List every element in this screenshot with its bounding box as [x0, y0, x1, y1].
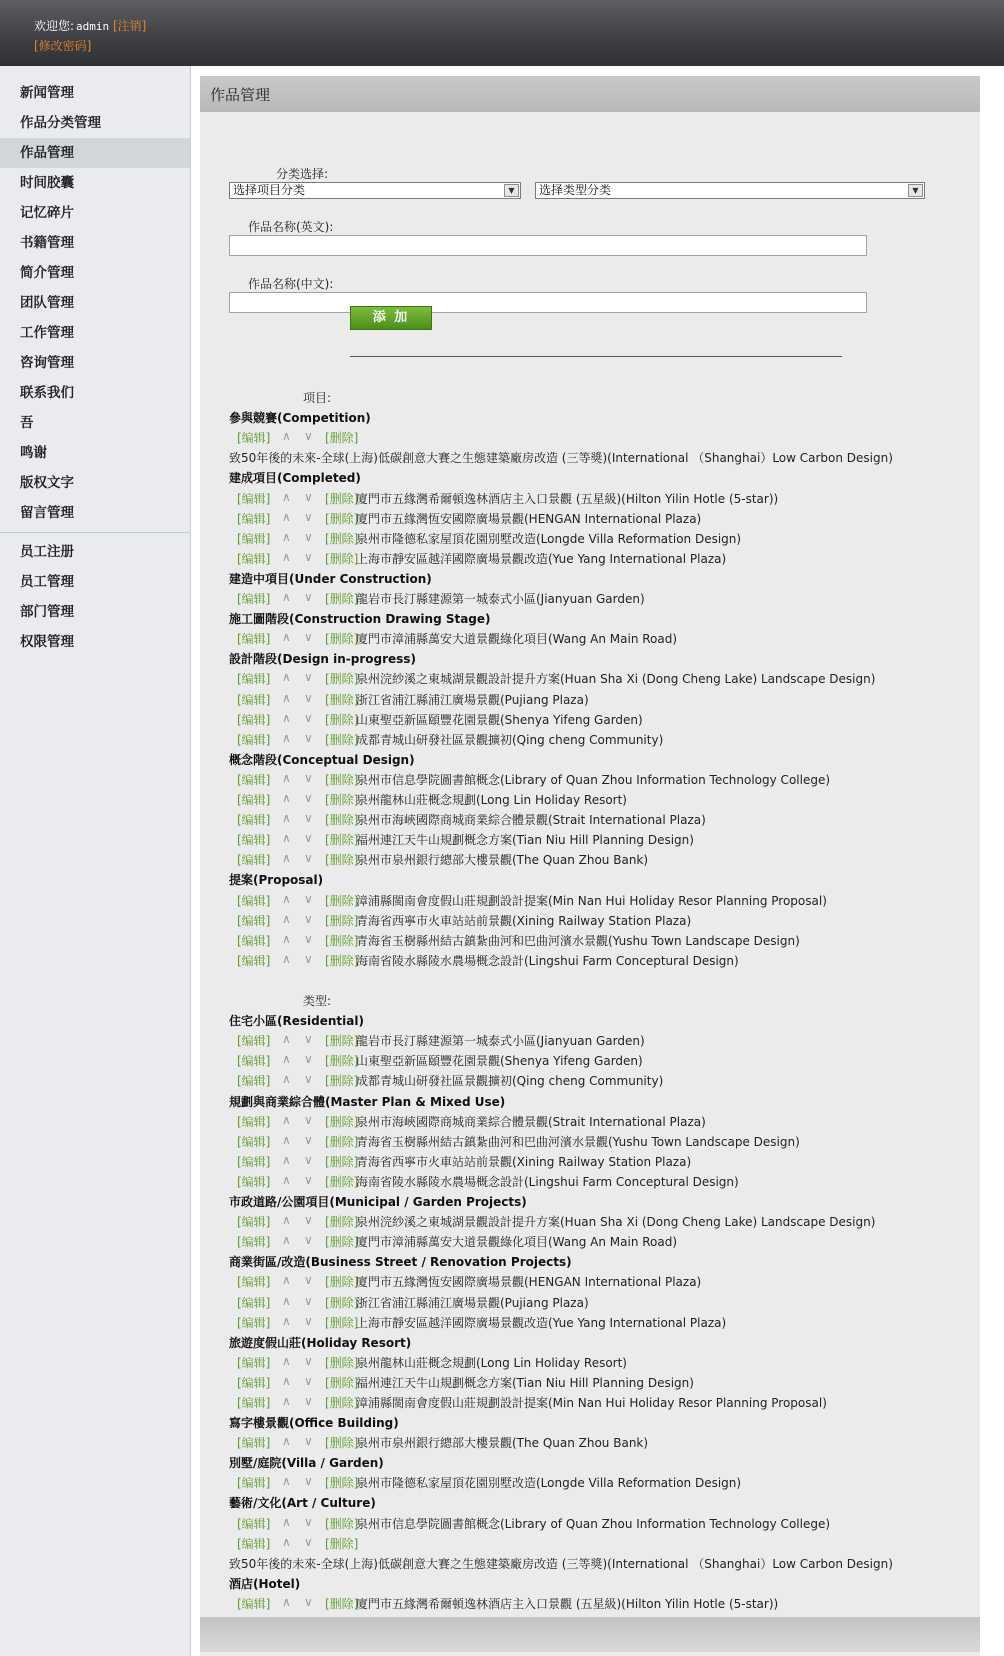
- sidebar-item[interactable]: 吾: [20, 415, 34, 431]
- edit-link[interactable]: [编辑]: [237, 1517, 271, 1531]
- move-down-icon[interactable]: ∨: [304, 1273, 313, 1287]
- item-title: 廈門市五緣灣希爾頓逸林酒店主入口景觀 (五星級)(Hilton Yilin Hotle (5-star)): [356, 492, 779, 506]
- top-header: [0, 0, 1004, 66]
- move-down-icon[interactable]: ∨: [304, 1515, 313, 1529]
- sidebar-item[interactable]: 作品分类管理: [20, 115, 101, 131]
- move-up-icon[interactable]: ∧: [282, 1535, 291, 1549]
- item-title: 青海省西寧市火車站站前景觀(Xining Railway Station Plaza): [356, 1155, 692, 1169]
- edit-link[interactable]: [编辑]: [237, 1396, 271, 1410]
- move-up-icon[interactable]: ∧: [282, 490, 291, 504]
- item-title: 青海省西寧市火車站站前景觀(Xining Railway Station Plaza): [356, 914, 692, 928]
- move-down-icon[interactable]: ∨: [304, 670, 313, 684]
- delete-link[interactable]: [删除]: [325, 793, 359, 807]
- loose-item-text: 致50年後的未來-全球(上海)低碳創意大賽之生態建築廠房改造 (三等獎)(International （Shanghai）Low Carbon Design): [229, 451, 893, 465]
- delete-link[interactable]: [删除]: [325, 1275, 359, 1289]
- move-up-icon[interactable]: ∧: [282, 1515, 291, 1529]
- types-label: 类型:: [303, 994, 332, 1008]
- move-down-icon[interactable]: ∨: [304, 731, 313, 745]
- delete-link[interactable]: [删除]: [325, 1476, 359, 1490]
- move-down-icon[interactable]: ∨: [304, 490, 313, 504]
- edit-link[interactable]: [编辑]: [237, 1034, 271, 1048]
- move-up-icon[interactable]: ∧: [282, 851, 291, 865]
- move-up-icon[interactable]: ∧: [282, 831, 291, 845]
- edit-link[interactable]: [编辑]: [237, 1275, 271, 1289]
- item-title: 成都青城山研發社區景觀擴初(Qing cheng Community): [356, 1074, 664, 1088]
- sidebar-item[interactable]: 团队管理: [20, 295, 74, 311]
- move-down-icon[interactable]: ∨: [304, 1474, 313, 1488]
- panel-footer: [200, 1617, 980, 1652]
- sidebar-item[interactable]: 书籍管理: [20, 235, 74, 251]
- move-down-icon[interactable]: ∨: [304, 1595, 313, 1609]
- move-up-icon[interactable]: ∧: [282, 932, 291, 946]
- edit-link[interactable]: [编辑]: [237, 1235, 271, 1249]
- delete-link[interactable]: [删除]: [325, 592, 359, 606]
- change-password-link[interactable]: [修改密码]: [34, 39, 92, 53]
- move-down-icon[interactable]: ∨: [304, 1314, 313, 1328]
- move-down-icon[interactable]: ∨: [304, 691, 313, 705]
- move-up-icon[interactable]: ∧: [282, 952, 291, 966]
- edit-link[interactable]: [编辑]: [237, 431, 271, 445]
- sidebar-item[interactable]: 作品管理: [0, 138, 190, 168]
- item-title: 成都青城山研發社區景觀擴初(Qing cheng Community): [356, 733, 664, 747]
- move-up-icon[interactable]: ∧: [282, 1314, 291, 1328]
- delete-link[interactable]: [删除]: [325, 431, 359, 445]
- edit-link[interactable]: [编辑]: [237, 1476, 271, 1490]
- chevron-down-icon: ▼: [908, 184, 923, 197]
- sidebar-item[interactable]: 工作管理: [20, 325, 74, 341]
- item-title: 龍岩市長汀縣建源第一城泰式小區(Jianyuan Garden): [356, 1034, 645, 1048]
- sidebar-menu-content: [0, 66, 190, 528]
- item-title: 泉州市隆德私家屋頂花園別墅改造(Longde Villa Reformation Design): [356, 532, 742, 546]
- delete-link[interactable]: [删除]: [325, 672, 359, 686]
- delete-link[interactable]: [删除]: [325, 1074, 359, 1088]
- delete-link[interactable]: [删除]: [325, 713, 359, 727]
- edit-link[interactable]: [编辑]: [237, 934, 271, 948]
- move-down-icon[interactable]: ∨: [304, 1133, 313, 1147]
- sidebar-item[interactable]: 联系我们: [20, 385, 74, 401]
- move-up-icon[interactable]: ∧: [282, 550, 291, 564]
- move-up-icon[interactable]: ∧: [282, 1595, 291, 1609]
- category-heading: 提案(Proposal): [229, 873, 324, 887]
- category-heading: 商業街區/改造(Business Street / Renovation Projects): [229, 1255, 572, 1269]
- edit-link[interactable]: [编辑]: [237, 894, 271, 908]
- edit-link[interactable]: [编辑]: [237, 853, 271, 867]
- item-title: 浙江省浦江縣浦江廣場景觀(Pujiang Plaza): [356, 693, 589, 707]
- edit-link[interactable]: [编辑]: [237, 773, 271, 787]
- move-down-icon[interactable]: ∨: [304, 1032, 313, 1046]
- item-title: 廈門市漳浦縣萬安大道景觀綠化項目(Wang An Main Road): [356, 1235, 678, 1249]
- edit-link[interactable]: [编辑]: [237, 1537, 271, 1551]
- sidebar-item[interactable]: 时间胶囊: [20, 175, 74, 191]
- edit-link[interactable]: [编辑]: [237, 672, 271, 686]
- move-up-icon[interactable]: ∧: [282, 1474, 291, 1488]
- move-down-icon[interactable]: ∨: [304, 912, 313, 926]
- sidebar-item[interactable]: 员工管理: [20, 574, 74, 590]
- delete-link[interactable]: [删除]: [325, 1356, 359, 1370]
- category-heading: 設計階段(Design in-progress): [229, 652, 416, 666]
- delete-link[interactable]: [删除]: [325, 1537, 359, 1551]
- delete-link[interactable]: [删除]: [325, 693, 359, 707]
- item-title: 廈門市五緣灣希爾頓逸林酒店主入口景觀 (五星級)(Hilton Yilin Hotle (5-star)): [356, 1597, 779, 1611]
- sidebar-item[interactable]: 权限管理: [20, 634, 74, 650]
- name-en-label: 作品名称(英文):: [248, 220, 334, 234]
- move-down-icon[interactable]: ∨: [304, 892, 313, 906]
- move-up-icon[interactable]: ∧: [282, 1233, 291, 1247]
- sidebar-item[interactable]: 咨询管理: [20, 355, 74, 371]
- move-down-icon[interactable]: ∨: [304, 1394, 313, 1408]
- panel-body: [200, 112, 980, 1621]
- move-down-icon[interactable]: ∨: [304, 1434, 313, 1448]
- edit-link[interactable]: [编辑]: [237, 1175, 271, 1189]
- move-up-icon[interactable]: ∧: [282, 1294, 291, 1308]
- item-title: 泉州市隆德私家屋頂花園別墅改造(Longde Villa Reformation Design): [356, 1476, 742, 1490]
- sidebar-item[interactable]: 新闻管理: [20, 85, 74, 101]
- sidebar-item[interactable]: 员工注册: [20, 544, 74, 560]
- delete-link[interactable]: [删除]: [325, 512, 359, 526]
- edit-link[interactable]: [编辑]: [237, 954, 271, 968]
- type-category-select[interactable]: [535, 182, 925, 199]
- edit-link[interactable]: [编辑]: [237, 1115, 271, 1129]
- move-up-icon[interactable]: ∧: [282, 1153, 291, 1167]
- move-up-icon[interactable]: ∧: [282, 731, 291, 745]
- category-heading: 參與競賽(Competition): [229, 411, 371, 425]
- move-up-icon[interactable]: ∧: [282, 1113, 291, 1127]
- category-heading: 酒店(Hotel): [229, 1577, 301, 1591]
- move-up-icon[interactable]: ∧: [282, 1213, 291, 1227]
- move-up-icon[interactable]: ∧: [282, 1032, 291, 1046]
- item-title: 泉州浣紗溪之東城湖景觀設計提升方案(Huan Sha Xi (Dong Cheng Lake) Landscape Design): [356, 1215, 876, 1229]
- project-category-value: 选择项目分类: [233, 183, 306, 197]
- delete-link[interactable]: [删除]: [325, 1517, 359, 1531]
- move-up-icon[interactable]: ∧: [282, 429, 291, 443]
- move-up-icon[interactable]: ∧: [282, 1354, 291, 1368]
- delete-link[interactable]: [删除]: [325, 1175, 359, 1189]
- category-heading: 規劃與商業綜合體(Master Plan & Mixed Use): [229, 1095, 506, 1109]
- edit-link[interactable]: [编辑]: [237, 693, 271, 707]
- move-down-icon[interactable]: ∨: [304, 1294, 313, 1308]
- category-select-label: 分类选择:: [276, 167, 329, 181]
- move-up-icon[interactable]: ∧: [282, 1273, 291, 1287]
- category-heading: 建造中項目(Under Construction): [229, 572, 432, 586]
- item-title: 上海市靜安區越洋國際廣場景觀改造(Yue Yang International Plaza): [356, 552, 727, 566]
- item-title: 廈門市漳浦縣萬安大道景觀綠化項目(Wang An Main Road): [356, 632, 678, 646]
- move-up-icon[interactable]: ∧: [282, 670, 291, 684]
- name-en-input[interactable]: [229, 235, 867, 256]
- sidebar-item[interactable]: 记忆碎片: [20, 205, 74, 221]
- move-down-icon[interactable]: ∨: [304, 1153, 313, 1167]
- category-heading: 建成項目(Completed): [229, 471, 361, 485]
- move-down-icon[interactable]: ∨: [304, 1354, 313, 1368]
- edit-link[interactable]: [编辑]: [237, 1316, 271, 1330]
- name-cn-input[interactable]: [229, 292, 867, 313]
- item-title: 泉州市海峽國際商城商業綜合體景觀(Strait International Plaza): [356, 813, 706, 827]
- delete-link[interactable]: [删除]: [325, 1316, 359, 1330]
- move-down-icon[interactable]: ∨: [304, 811, 313, 825]
- edit-link[interactable]: [编辑]: [237, 1597, 271, 1611]
- delete-link[interactable]: [删除]: [325, 833, 359, 847]
- move-up-icon[interactable]: ∧: [282, 1072, 291, 1086]
- edit-link[interactable]: [编辑]: [237, 1356, 271, 1370]
- type-category-value: 选择类型分类: [539, 183, 612, 197]
- move-up-icon[interactable]: ∧: [282, 590, 291, 604]
- sidebar: [0, 66, 191, 1656]
- current-user: admin: [76, 20, 110, 33]
- move-down-icon[interactable]: ∨: [304, 590, 313, 604]
- category-heading: 施工圖階段(Construction Drawing Stage): [229, 612, 491, 626]
- item-title: 海南省陵水縣陵水農場概念設計(Lingshui Farm Conceptural Design): [356, 954, 739, 968]
- add-button[interactable]: 添 加: [350, 306, 432, 330]
- delete-link[interactable]: [删除]: [325, 552, 359, 566]
- delete-link[interactable]: [删除]: [325, 773, 359, 787]
- edit-link[interactable]: [编辑]: [237, 1376, 271, 1390]
- delete-link[interactable]: [删除]: [325, 532, 359, 546]
- item-title: 泉州市泉州銀行總部大樓景觀(The Quan Zhou Bank): [356, 1436, 649, 1450]
- chevron-down-icon: ▼: [504, 184, 519, 197]
- move-down-icon[interactable]: ∨: [304, 711, 313, 725]
- item-title: 泉州市泉州銀行總部大樓景觀(The Quan Zhou Bank): [356, 853, 649, 867]
- item-title: 青海省玉樹縣州結古鎮紮曲河和巴曲河濱水景觀(Yushu Town Landscape Design): [356, 934, 800, 948]
- move-up-icon[interactable]: ∧: [282, 630, 291, 644]
- edit-link[interactable]: [编辑]: [237, 833, 271, 847]
- move-up-icon[interactable]: ∧: [282, 510, 291, 524]
- delete-link[interactable]: [删除]: [325, 1436, 359, 1450]
- sidebar-item[interactable]: 部门管理: [20, 604, 74, 620]
- delete-link[interactable]: [删除]: [325, 1376, 359, 1390]
- edit-link[interactable]: [编辑]: [237, 1215, 271, 1229]
- delete-link[interactable]: [删除]: [325, 1597, 359, 1611]
- delete-link[interactable]: [删除]: [325, 853, 359, 867]
- move-up-icon[interactable]: ∧: [282, 912, 291, 926]
- panel-title: 作品管理: [200, 76, 980, 112]
- category-heading: 住宅小區(Residential): [229, 1014, 364, 1028]
- delete-link[interactable]: [删除]: [325, 1115, 359, 1129]
- logout-link[interactable]: [注销]: [113, 19, 147, 33]
- move-down-icon[interactable]: ∨: [304, 510, 313, 524]
- item-title: 福州連江天牛山規劃概念方案(Tian Niu Hill Planning Design): [356, 833, 694, 847]
- move-up-icon[interactable]: ∧: [282, 691, 291, 705]
- item-title: 山東聖亞新區頤豐花園景觀(Shenya Yifeng Garden): [356, 1054, 643, 1068]
- move-up-icon[interactable]: ∧: [282, 530, 291, 544]
- sidebar-menu-admin: [0, 532, 190, 657]
- sidebar-item[interactable]: 版权文字: [20, 475, 74, 491]
- move-down-icon[interactable]: ∨: [304, 791, 313, 805]
- item-title: 泉州龍林山莊概念規劃(Long Lin Holiday Resort): [356, 793, 627, 807]
- move-down-icon[interactable]: ∨: [304, 630, 313, 644]
- delete-link[interactable]: [删除]: [325, 733, 359, 747]
- item-title: 廈門市五緣灣恆安國際廣場景觀(HENGAN International Plaza): [356, 1275, 702, 1289]
- edit-link[interactable]: [编辑]: [237, 492, 271, 506]
- item-title: 上海市靜安區越洋國際廣場景觀改造(Yue Yang International Plaza): [356, 1316, 727, 1330]
- loose-item-text: 致50年後的未來-全球(上海)低碳創意大賽之生態建築廠房改造 (三等獎)(International （Shanghai）Low Carbon Design): [229, 1557, 893, 1571]
- move-up-icon[interactable]: ∧: [282, 771, 291, 785]
- move-down-icon[interactable]: ∨: [304, 1113, 313, 1127]
- item-title: 福州連江天牛山規劃概念方案(Tian Niu Hill Planning Design): [356, 1376, 694, 1390]
- move-up-icon[interactable]: ∧: [282, 711, 291, 725]
- move-down-icon[interactable]: ∨: [304, 831, 313, 845]
- move-up-icon[interactable]: ∧: [282, 811, 291, 825]
- edit-link[interactable]: [编辑]: [237, 1436, 271, 1450]
- item-title: 泉州市信息學院圖書館概念(Library of Quan Zhou Information Technology College): [356, 1517, 831, 1531]
- edit-link[interactable]: [编辑]: [237, 713, 271, 727]
- move-down-icon[interactable]: ∨: [304, 1173, 313, 1187]
- move-up-icon[interactable]: ∧: [282, 791, 291, 805]
- edit-link[interactable]: [编辑]: [237, 733, 271, 747]
- move-up-icon[interactable]: ∧: [282, 1173, 291, 1187]
- item-title: 泉州龍林山莊概念規劃(Long Lin Holiday Resort): [356, 1356, 627, 1370]
- move-up-icon[interactable]: ∧: [282, 1374, 291, 1388]
- edit-link[interactable]: [编辑]: [237, 512, 271, 526]
- edit-link[interactable]: [编辑]: [237, 793, 271, 807]
- move-down-icon[interactable]: ∨: [304, 932, 313, 946]
- item-title: 山東聖亞新區頤豐花園景觀(Shenya Yifeng Garden): [356, 713, 643, 727]
- edit-link[interactable]: [编辑]: [237, 1074, 271, 1088]
- delete-link[interactable]: [删除]: [325, 934, 359, 948]
- move-down-icon[interactable]: ∨: [304, 1213, 313, 1227]
- category-heading: 概念階段(Conceptual Design): [229, 753, 415, 767]
- item-title: 漳浦縣閩南會度假山莊規劃設計提案(Min Nan Hui Holiday Resor Planning Proposal): [356, 894, 827, 908]
- delete-link[interactable]: [删除]: [325, 1215, 359, 1229]
- item-title: 海南省陵水縣陵水農場概念設計(Lingshui Farm Conceptural Design): [356, 1175, 739, 1189]
- edit-link[interactable]: [编辑]: [237, 1054, 271, 1068]
- category-heading: 藝術/文化(Art / Culture): [229, 1496, 376, 1510]
- name-cn-label: 作品名称(中文):: [248, 277, 334, 291]
- delete-link[interactable]: [删除]: [325, 1155, 359, 1169]
- item-title: 浙江省浦江縣浦江廣場景觀(Pujiang Plaza): [356, 1296, 589, 1310]
- sidebar-item[interactable]: 简介管理: [20, 265, 74, 281]
- move-down-icon[interactable]: ∨: [304, 1072, 313, 1086]
- delete-link[interactable]: [删除]: [325, 954, 359, 968]
- item-title: 泉州市信息學院圖書館概念(Library of Quan Zhou Information Technology College): [356, 773, 831, 787]
- category-heading: 寫字樓景觀(Office Building): [229, 1416, 399, 1430]
- sidebar-item[interactable]: 鸣谢: [20, 445, 47, 461]
- sidebar-item[interactable]: 留言管理: [20, 505, 74, 521]
- move-down-icon[interactable]: ∨: [304, 952, 313, 966]
- projects-label: 项目:: [303, 391, 332, 405]
- edit-link[interactable]: [编辑]: [237, 592, 271, 606]
- welcome-label: 欢迎您:: [34, 19, 75, 33]
- item-title: 泉州市海峽國際商城商業綜合體景觀(Strait International Plaza): [356, 1115, 706, 1129]
- move-down-icon[interactable]: ∨: [304, 429, 313, 443]
- move-down-icon[interactable]: ∨: [304, 530, 313, 544]
- move-down-icon[interactable]: ∨: [304, 771, 313, 785]
- move-down-icon[interactable]: ∨: [304, 1535, 313, 1549]
- edit-link[interactable]: [编辑]: [237, 1155, 271, 1169]
- move-down-icon[interactable]: ∨: [304, 1233, 313, 1247]
- move-up-icon[interactable]: ∧: [282, 1434, 291, 1448]
- move-down-icon[interactable]: ∨: [304, 851, 313, 865]
- move-down-icon[interactable]: ∨: [304, 1374, 313, 1388]
- delete-link[interactable]: [删除]: [325, 1235, 359, 1249]
- delete-link[interactable]: [删除]: [325, 1054, 359, 1068]
- project-category-select[interactable]: [229, 182, 521, 199]
- move-up-icon[interactable]: ∧: [282, 1133, 291, 1147]
- divider: [350, 356, 842, 357]
- delete-link[interactable]: [删除]: [325, 632, 359, 646]
- edit-link[interactable]: [编辑]: [237, 532, 271, 546]
- move-up-icon[interactable]: ∧: [282, 892, 291, 906]
- main-panel: [200, 76, 980, 1656]
- edit-link[interactable]: [编辑]: [237, 1296, 271, 1310]
- item-title: 漳浦縣閩南會度假山莊規劃設計提案(Min Nan Hui Holiday Resor Planning Proposal): [356, 1396, 827, 1410]
- move-down-icon[interactable]: ∨: [304, 1052, 313, 1066]
- category-heading: 別墅/庭院(Villa / Garden): [229, 1456, 384, 1470]
- item-title: 龍岩市長汀縣建源第一城泰式小區(Jianyuan Garden): [356, 592, 645, 606]
- edit-link[interactable]: [编辑]: [237, 552, 271, 566]
- edit-link[interactable]: [编辑]: [237, 1135, 271, 1149]
- edit-link[interactable]: [编辑]: [237, 813, 271, 827]
- move-down-icon[interactable]: ∨: [304, 550, 313, 564]
- move-up-icon[interactable]: ∧: [282, 1394, 291, 1408]
- delete-link[interactable]: [删除]: [325, 1135, 359, 1149]
- item-title: 青海省玉樹縣州結古鎮紮曲河和巴曲河濱水景觀(Yushu Town Landscape Design): [356, 1135, 800, 1149]
- edit-link[interactable]: [编辑]: [237, 914, 271, 928]
- category-heading: 市政道路/公園項目(Municipal / Garden Projects): [229, 1195, 527, 1209]
- category-heading: 旅遊度假山莊(Holiday Resort): [229, 1336, 412, 1350]
- move-up-icon[interactable]: ∧: [282, 1052, 291, 1066]
- welcome-message: [34, 17, 146, 34]
- delete-link[interactable]: [删除]: [325, 894, 359, 908]
- delete-link[interactable]: [删除]: [325, 492, 359, 506]
- edit-link[interactable]: [编辑]: [237, 632, 271, 646]
- delete-link[interactable]: [删除]: [325, 1296, 359, 1310]
- delete-link[interactable]: [删除]: [325, 813, 359, 827]
- delete-link[interactable]: [删除]: [325, 914, 359, 928]
- delete-link[interactable]: [删除]: [325, 1396, 359, 1410]
- item-title: 廈門市五緣灣恆安國際廣場景觀(HENGAN International Plaza): [356, 512, 702, 526]
- item-title: 泉州浣紗溪之東城湖景觀設計提升方案(Huan Sha Xi (Dong Cheng Lake) Landscape Design): [356, 672, 876, 686]
- delete-link[interactable]: [删除]: [325, 1034, 359, 1048]
